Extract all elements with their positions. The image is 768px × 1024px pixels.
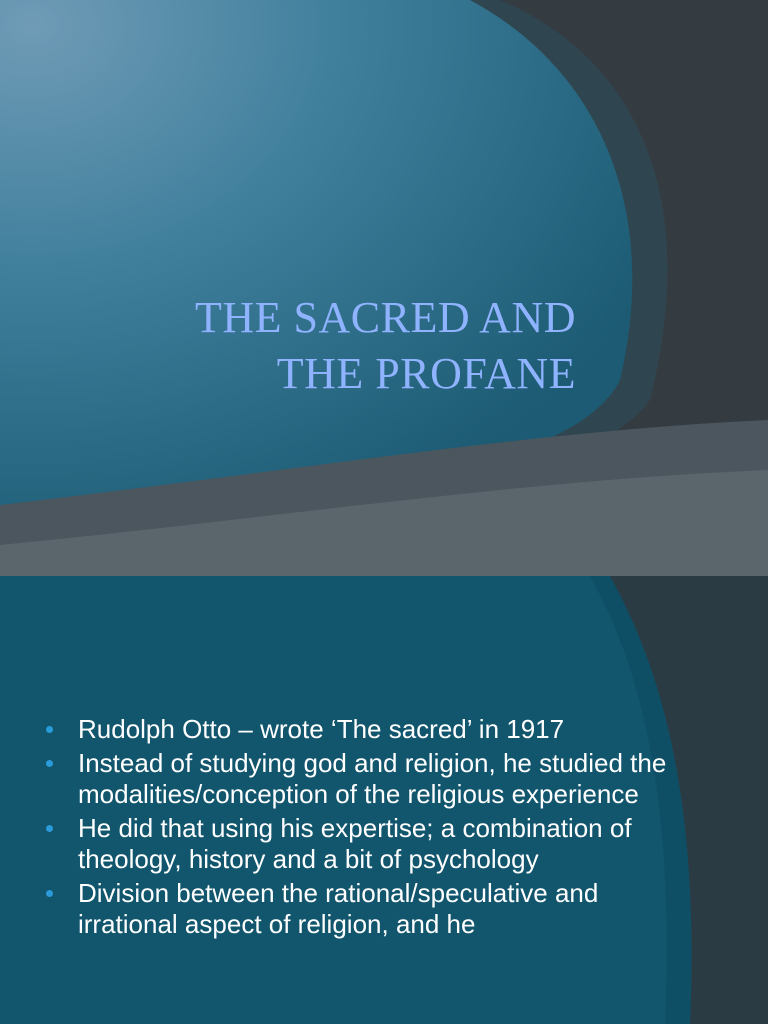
bullet-text: He did that using his expertise; a combination of theology, history and a bit of psychology: [78, 813, 632, 874]
title-line-2: THE PROFANE: [276, 349, 576, 398]
bullet-text: Instead of studying god and religion, he studied the modalities/conception of the religious experience: [78, 748, 667, 809]
bullet-list: [44, 714, 704, 943]
content-slide: [0, 576, 768, 1024]
title-line-1: THE SACRED AND: [194, 293, 576, 342]
bullet-text: Division between the rational/speculative and irrational aspect of religion, and he: [78, 878, 599, 939]
bullet-item: [44, 714, 704, 745]
bullet-dot-icon: [46, 726, 53, 733]
bullet-item: [44, 813, 704, 875]
bullet-item: [44, 878, 704, 940]
bullet-text: Rudolph Otto – wrote ‘The sacred’ in 1917: [78, 714, 565, 744]
bullet-dot-icon: [46, 760, 53, 767]
slide-title: [56, 290, 576, 402]
bullet-dot-icon: [46, 890, 53, 897]
bullet-dot-icon: [46, 825, 53, 832]
bullet-item: [44, 748, 704, 810]
